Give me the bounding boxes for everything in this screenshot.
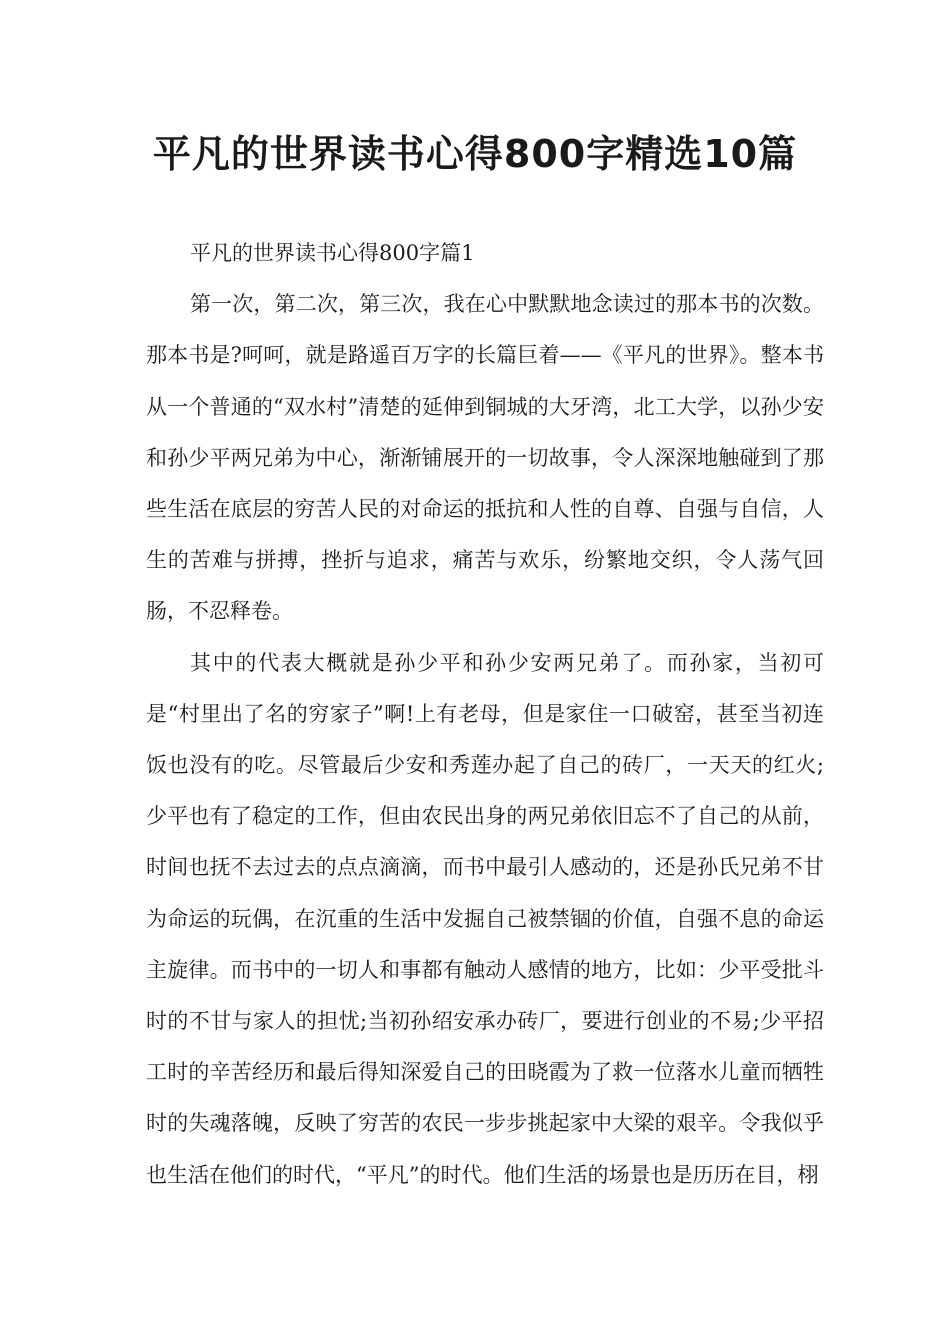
paragraph: 第一次，第二次，第三次，我在心中默默地念读过的那本书的次数。那本书是?呵呵，就是路遥百万字的长篇巨着——《平凡的世界》。整本书从一个普通的“双水村”清楚的延伸到铜城的大牙湾，北工大学，以孙少安和孙少平两兄弟为中心，渐渐铺展开的一切故事，令人深深地触碰到了那些生活在底层的穷苦人民的对命运的抵抗和人性的自尊、自强与自信，人生的苦难与拼搏，挫折与追求，痛苦与欢乐，纷繁地交织，令人荡气回肠，不忍释卷。: [146, 292, 824, 624]
document-body: [146, 228, 824, 1201]
paragraph: 其中的代表大概就是孙少平和孙少安两兄弟了。而孙家，当初可是“村里出了名的穷家子”啊!上有老母，但是家住一口破窑，甚至当初连饭也没有的吃。尽管最后少安和秀莲办起了自己的砖厂，一天天的红火;少平也有了稳定的工作，但由农民出身的两兄弟依旧忘不了自己的从前，时间也抚不去过去的点点滴滴，而书中最引人感动的，还是孙氏兄弟不甘为命运的玩偶，在沉重的生活中发掘自己被禁锢的价值，自强不息的命运主旋律。而书中的一切人和事都有触动人感情的地方，比如：少平受批斗时的不甘与家人的担忧;当初孙绍安承办砖厂，要进行创业的不易;少平招工时的辛苦经历和最后得知深爱自己的田晓霞为了救一位落水儿童而牺牲时的失魂落魄，反映了穷苦的农民一步步挑起家中大梁的艰辛。令我似乎也生活在他们的时代，“平凡”的时代。他们生活的场景也是历历在目，栩: [146, 650, 824, 1187]
document-title: 平凡的世界读书心得800字精选10篇: [152, 132, 798, 176]
section-heading: 平凡的世界读书心得800字篇1: [190, 241, 475, 265]
